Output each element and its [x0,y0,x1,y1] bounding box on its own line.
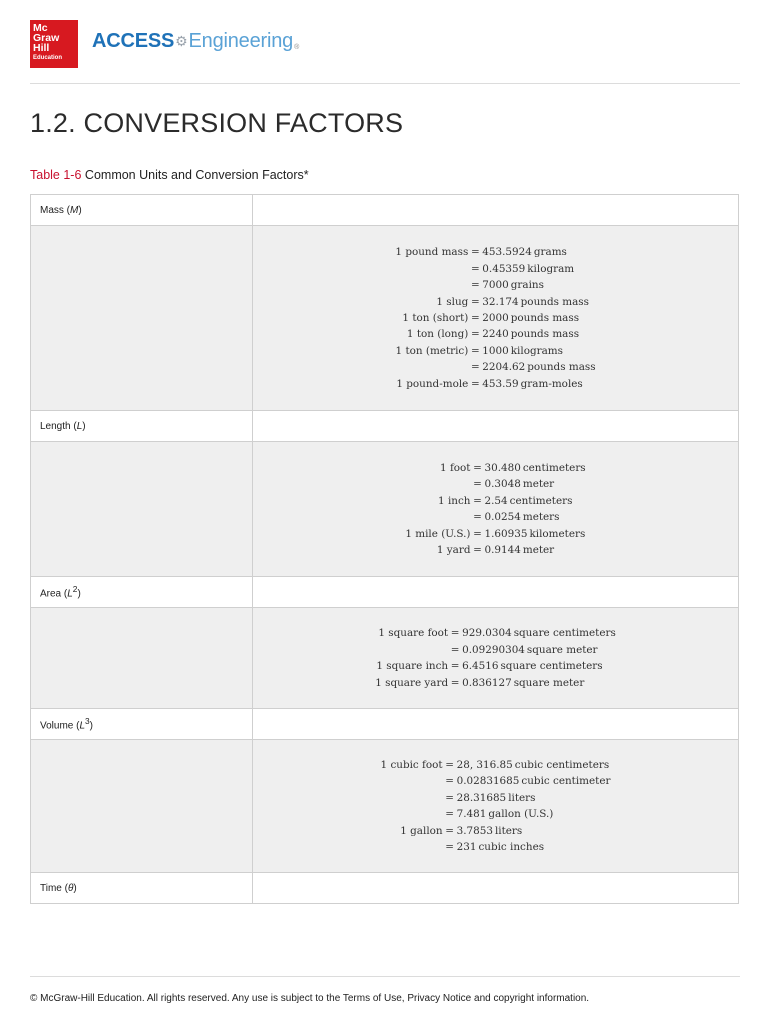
equation-rhs [462,658,616,674]
equals-sign: = [470,279,480,292]
equation-lhs [381,839,443,855]
footer-divider [30,976,740,977]
conversion-table [30,194,739,904]
section-dimension-symbol: θ [67,882,74,894]
equation-rhs [482,244,595,260]
section-label-text: Volume ( [40,720,80,732]
equals-sign: = [470,377,480,390]
equation-rhs [482,277,595,293]
section-dimension-symbol: L [79,720,86,732]
copyright-footer: © McGraw-Hill Education. All rights reserved. Any use is subject to the Terms of Use, Privacy Notice and copyright information. [30,993,590,1004]
conversion-value: 0.836127 [462,676,512,689]
equation-row [405,493,585,509]
equals-sign: = [445,824,454,837]
section-label [31,577,253,608]
equation-row [381,839,611,855]
conversion-unit: cubic centimeters [514,759,610,772]
equation-lhs: 1 slug [436,295,469,308]
equation-rhs [482,326,595,342]
section-dimension-symbol: L [67,588,73,600]
section-label [31,195,253,226]
equation-rhs [484,476,585,492]
conversion-value: 0.02831685 [456,775,520,788]
logo-line: Mc [33,22,48,34]
conversion-value: 2240 [482,328,509,341]
equals-sign: = [470,311,480,324]
conversion-value: 231 [456,840,477,853]
equation-row [395,277,595,293]
conversion-value: 0.09290304 [462,643,525,656]
conversion-equations [253,608,739,709]
section-label [31,411,253,442]
conversion-unit: kilograms [510,344,563,357]
equals-sign: = [450,627,460,640]
equation-lhs: 1 pound mass [395,246,469,259]
equation-lhs: 1 square inch [376,660,449,673]
equation-rhs [482,343,595,359]
section-body-row [31,226,739,411]
conversion-value: 453.59 [482,377,519,390]
equation-row [405,460,585,476]
equation-lhs: 1 square foot [378,627,449,640]
equation-lhs [381,790,443,806]
conversion-unit: cubic inches [478,840,545,853]
conversion-value: 0.45359 [482,262,526,275]
equation-row [395,310,595,326]
equation-lhs: 1 mile (U.S.) [405,527,471,540]
conversion-value: 0.0254 [484,511,521,524]
equals-sign: = [445,759,454,772]
equals-sign: = [473,462,482,475]
equation-rhs [457,773,611,789]
section-dimension-exponent: 2 [72,584,78,595]
equation-row [375,625,616,641]
conversion-equations [253,442,739,577]
conversion-unit: gram-moles [520,377,583,390]
equation-rhs [457,757,611,773]
equation-lhs: 1 cubic foot [380,759,443,772]
section-body-row [31,740,739,873]
equation-row [381,822,611,838]
equation-lhs: 1 yard [436,543,471,556]
conversion-value: 453.5924 [482,246,532,259]
equation-rhs [457,806,611,822]
equals-sign: = [450,660,460,673]
conversion-equations [253,226,739,411]
section-header-empty [253,873,739,904]
section-label-text: Mass ( [40,204,70,216]
equals-sign: = [473,494,482,507]
equals-sign: = [450,676,460,689]
page-title: 1.2. CONVERSION FACTORS [30,108,404,138]
section-header-empty [253,411,739,442]
section-header-row [31,709,739,740]
equation-lhs [395,359,468,375]
equation-lhs: 1 inch [438,494,471,507]
equation-lhs: 1 gallon [400,824,443,837]
section-label-text: ) [82,420,86,432]
conversion-value: 1.60935 [484,527,528,540]
equation-row [395,359,595,375]
equation-lhs: 1 ton (metric) [395,344,469,357]
equation-row [375,658,616,674]
equals-sign: = [473,543,482,556]
equation-row [405,525,585,541]
conversion-equations [253,740,739,873]
conversion-value: 32.174 [482,295,519,308]
brand-access-text: ACCESS [92,30,175,52]
mcgraw-hill-logo[interactable] [30,20,78,68]
conversion-unit: kilogram [527,262,575,275]
section-body-row [31,442,739,577]
conversion-unit: cubic centimeter [521,775,611,788]
conversion-unit: meter [522,543,555,556]
equals-sign: = [470,344,480,357]
table-label-link[interactable]: Table 1-6 [30,168,82,182]
equals-sign: = [470,361,480,374]
equation-list [375,625,616,691]
conversion-unit: gallon (U.S.) [488,808,554,821]
equation-rhs [462,625,616,641]
conversion-unit: meters [522,511,560,524]
section-header-empty [253,577,739,608]
conversion-value: 30.480 [484,462,521,475]
equation-rhs [484,509,585,525]
section-header-row [31,873,739,904]
equation-row [381,773,611,789]
conversion-unit: grains [510,279,544,292]
conversion-value: 1000 [482,344,509,357]
equation-rhs [482,310,595,326]
equation-row [381,806,611,822]
section-header-row [31,411,739,442]
conversion-value: 7.481 [456,808,487,821]
equation-row [381,790,611,806]
equation-rhs [457,839,611,855]
equation-rhs [484,493,585,509]
table-caption [30,168,309,182]
equals-sign: = [470,262,480,275]
section-dimension-symbol: L [76,420,83,432]
conversion-unit: square centimeters [513,627,616,640]
equation-rhs [484,525,585,541]
section-label [31,873,253,904]
trademark-mark: ® [294,44,300,51]
conversion-unit: meter [522,478,555,491]
equation-row [405,476,585,492]
brand-engineering-text: Engineering [188,30,294,52]
section-body-empty [31,442,253,577]
conversion-unit: square meter [513,676,585,689]
site-header [30,20,740,68]
equals-sign: = [470,328,480,341]
equation-row [375,674,616,690]
section-header-empty [253,195,739,226]
equation-lhs: 1 ton (long) [406,328,469,341]
section-header-empty [253,709,739,740]
equation-rhs [457,822,611,838]
conversion-unit: pounds mass [510,311,580,324]
access-engineering-logo[interactable] [92,30,299,53]
conversion-value: 0.3048 [484,478,521,491]
conversion-unit: kilometers [529,527,586,540]
logo-line: Graw [33,32,60,44]
section-body-empty [31,226,253,411]
equation-lhs [381,773,443,789]
equation-row [381,757,611,773]
equation-rhs [482,375,595,391]
equation-rhs [457,790,611,806]
section-label [31,709,253,740]
equation-lhs: 1 foot [440,462,471,475]
equation-row [395,326,595,342]
conversion-unit: pounds mass [527,361,596,374]
conversion-value: 6.4516 [462,660,499,673]
equation-rhs [462,642,616,658]
conversion-unit: liters [508,791,536,804]
equation-lhs [395,261,468,277]
conversion-unit: square meter [526,643,598,656]
section-label-text: ) [77,588,81,600]
equation-rhs [482,261,595,277]
section-label-text: Time ( [40,882,68,894]
section-body-empty [31,608,253,709]
equation-row [375,642,616,658]
conversion-unit: pounds mass [510,328,580,341]
equals-sign: = [470,246,480,259]
equation-rhs [484,542,585,558]
equals-sign: = [473,511,482,524]
equation-row [405,542,585,558]
gear-icon: ⚙ [175,33,188,49]
section-label-text: ) [73,882,77,894]
equation-lhs: 1 ton (short) [402,311,469,324]
equation-list [395,244,595,392]
equals-sign: = [445,791,454,804]
section-header-row [31,577,739,608]
equation-row [405,509,585,525]
section-dimension-symbol: M [70,204,79,216]
section-body-row [31,608,739,709]
section-label-text: ) [78,204,82,216]
conversion-value: 7000 [482,279,509,292]
equation-rhs [484,460,585,476]
equals-sign: = [445,775,454,788]
conversion-value: 3.7853 [456,824,493,837]
conversion-value: 28.31685 [456,791,507,804]
equation-rhs [462,674,616,690]
logo-line: Hill [33,42,50,54]
logo-subline: Education [33,55,63,61]
section-header-row [31,195,739,226]
equation-row [395,261,595,277]
section-body-empty [31,740,253,873]
equals-sign: = [473,478,482,491]
conversion-unit: square centimeters [500,660,603,673]
section-label-text: ) [89,720,94,732]
conversion-unit: centimeters [509,494,573,507]
equation-row [395,293,595,309]
equals-sign: = [473,527,482,540]
conversion-unit: centimeters [522,462,586,475]
equals-sign: = [450,643,460,656]
equals-sign: = [470,295,480,308]
conversion-value: 28, 316.85 [456,759,513,772]
conversion-unit: pounds mass [520,295,589,308]
equals-sign: = [445,808,454,821]
conversion-value: 2000 [482,311,509,324]
equation-list [405,460,585,558]
section-dimension-exponent: 3 [85,716,90,727]
conversion-value: 2204.62 [482,361,526,374]
conversion-value: 929.0304 [462,627,512,640]
equation-row [395,375,595,391]
equation-lhs: 1 pound-mole [396,377,469,390]
equals-sign: = [445,840,454,853]
conversion-unit: grams [533,246,567,259]
equation-rhs [482,359,595,375]
equation-row [395,244,595,260]
conversion-value: 0.9144 [484,543,521,556]
equation-lhs [395,277,468,293]
section-label-text: Area ( [40,588,68,600]
equation-lhs [381,806,443,822]
equation-lhs [405,476,470,492]
equation-list [381,757,611,855]
header-divider [30,83,740,84]
section-label-text: Length ( [40,420,77,432]
equation-lhs [405,509,470,525]
conversion-unit: liters [494,824,523,837]
conversion-value: 2.54 [484,494,508,507]
equation-lhs [375,642,448,658]
equation-row [395,343,595,359]
equation-lhs: 1 square yard [375,676,449,689]
table-caption-text: Common Units and Conversion Factors* [84,168,309,182]
equation-rhs [482,293,595,309]
